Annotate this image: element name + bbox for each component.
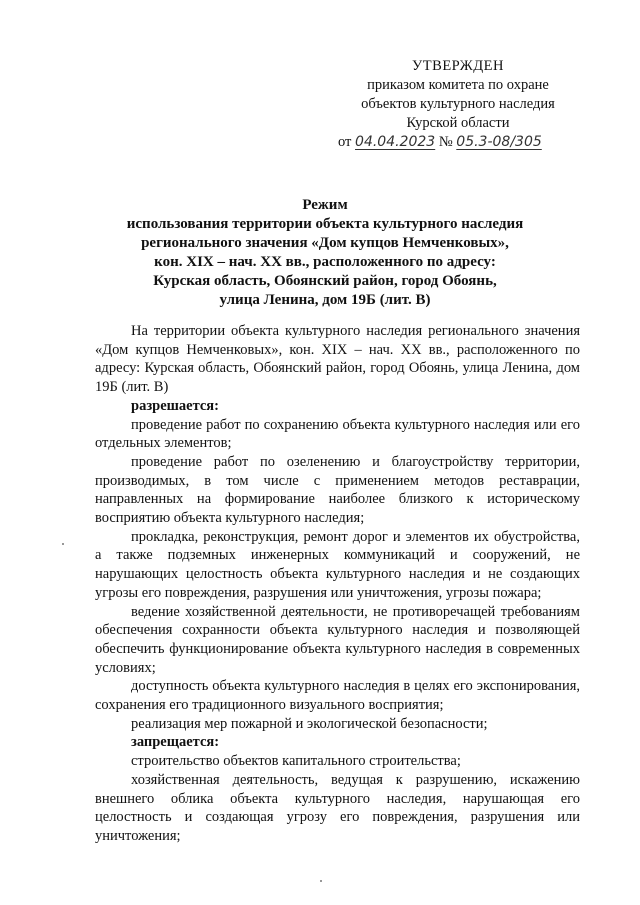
date-prefix: от [338, 134, 352, 150]
allowed-item: ведение хозяйственной деятельности, не противоречащей требованиям обеспечения сохранности объекта культурного наследия и позволяющей обеспечить функционирование объекта культурного наследия в современных условиях; [95, 603, 580, 676]
title-line-5: Курская область, Обоянский район, город Обоянь, [153, 273, 497, 289]
allowed-item: доступность объекта культурного наследия в целях его экспонирования, сохранения его традиционного визуального восприятия; [95, 678, 580, 714]
title-line-3: регионального значения «Дом купцов Немченковых», [141, 235, 509, 251]
allowed-item: проведение работ по сохранению объекта культурного наследия или его отдельных элементов; [95, 416, 580, 452]
approval-heading: УТВЕРЖДЕН [412, 58, 504, 74]
forbidden-item: хозяйственная деятельность, ведущая к разрушению, искажению внешнего облика объекта культурного наследия, нарушающая его целостность и создающая угрозу его повреждения, разрушения или уничтожения; [95, 771, 580, 844]
number-sign: № [438, 134, 453, 150]
approval-block [338, 57, 578, 152]
document-title [95, 196, 555, 310]
allowed-item: прокладка, реконструкция, ремонт дорог и элементов их обустройства, а также подземных инженерных коммуникаций и сооружений, не нарушающих целостность объекта культурного наследия и не создающих угрозы его повреждения, разрушения или уничтожения, угрозы пожара; [95, 528, 580, 601]
approval-date-line [338, 133, 578, 152]
title-line-1: Режим [302, 197, 348, 213]
title-line-2: использования территории объекта культурного наследия [126, 216, 524, 232]
approval-line-3: Курской области [406, 115, 510, 131]
title-line-4: кон. XIX – нач. XX вв., расположенного по адресу: [154, 254, 496, 270]
allowed-item: реализация мер пожарной и экологической безопасности; [131, 715, 488, 732]
handwritten-number: 05.3-08/305 [456, 134, 542, 150]
approval-line-2: объектов культурного наследия [361, 96, 555, 112]
document-body [95, 322, 580, 846]
scan-speck [62, 543, 64, 545]
handwritten-date: 04.04.2023 [355, 134, 436, 150]
allowed-label: разрешается: [131, 397, 219, 414]
title-line-6: улица Ленина, дом 19Б (лит. В) [219, 292, 431, 308]
intro-paragraph: На территории объекта культурного наследия регионального значения «Дом купцов Немченковых», кон. XIX – нач. XX вв., расположенного по адресу: Курская область, Обоянский район, город Обоянь, улица Ленина, дом 19Б (лит. В) [95, 323, 580, 396]
approval-line-1: приказом комитета по охране [367, 77, 549, 93]
forbidden-label: запрещается: [131, 734, 220, 751]
allowed-item: проведение работ по озеленению и благоустройству территории, производимых, в том числе с применением методов реставрации, направленных на формирование наиболее близкого к историческому восприятию объекта культурного наследия; [95, 453, 580, 527]
scan-speck [320, 880, 322, 882]
forbidden-item: строительство объектов капитального строительства; [131, 753, 461, 770]
